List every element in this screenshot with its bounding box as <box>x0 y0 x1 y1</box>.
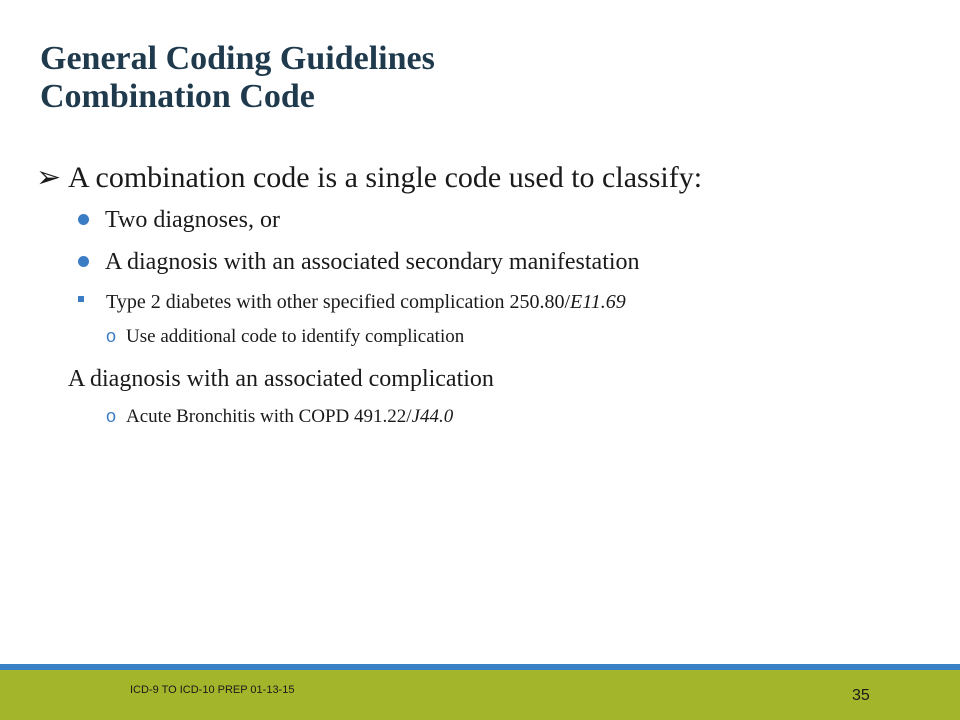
footer-stripe <box>0 664 960 670</box>
dot-bullet-icon <box>78 214 89 225</box>
page-number: 35 <box>852 687 870 704</box>
note-text: Use additional code to identify complication <box>126 326 465 347</box>
footer-bar <box>0 664 960 720</box>
main-bullet-text: A combination code is a single code used to classify: <box>68 161 703 194</box>
sub-bullet-two-diagnoses <box>78 207 280 234</box>
sub-bullet-text: Two diagnoses, or <box>105 207 280 233</box>
note-bullet-complication <box>106 326 464 348</box>
square-bullet-icon <box>78 296 84 302</box>
hollow-circle-bullet-icon: o <box>106 326 117 346</box>
bronchitis-code: J44.0 <box>411 406 454 427</box>
sub-sub-bullet-diabetes <box>78 291 626 314</box>
hollow-circle-bullet-icon: o <box>106 406 117 426</box>
sub-bullet-text: A diagnosis with an associated complication <box>68 366 494 392</box>
diabetes-code: E11.69 <box>570 291 626 313</box>
note-bullet-bronchitis <box>106 406 453 428</box>
title-line-1: General Coding Guidelines <box>40 40 435 77</box>
arrow-bullet-icon: ➢ <box>36 161 62 194</box>
dot-bullet-icon <box>78 256 89 267</box>
footer-label: ICD-9 TO ICD-10 PREP 01-13-15 <box>130 684 295 696</box>
main-bullet <box>36 160 702 195</box>
sub-bullet-manifestation <box>78 249 640 276</box>
title-line-2: Combination Code <box>40 78 315 115</box>
sub-bullet-complication <box>68 366 494 393</box>
slide-title <box>40 40 435 116</box>
bronchitis-text: Acute Bronchitis with COPD 491.22/ <box>126 406 412 427</box>
diabetes-text: Type 2 diabetes with other specified complication 250.80/ <box>106 291 571 313</box>
sub-bullet-text: A diagnosis with an associated secondary manifestation <box>105 249 640 275</box>
